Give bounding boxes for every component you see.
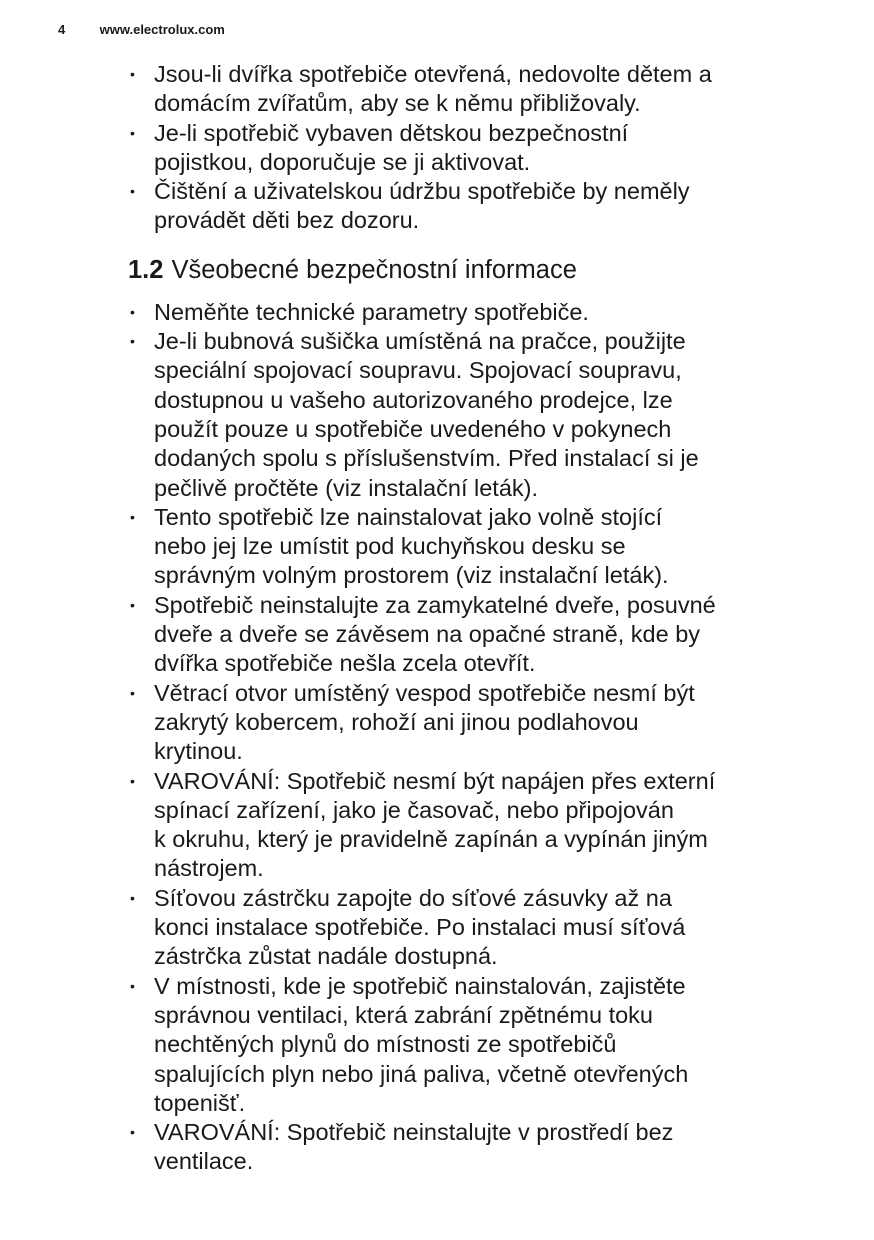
bullet-line: krytinou. xyxy=(154,738,243,765)
bullet-item xyxy=(128,503,818,591)
bullet-line: • Je-li spotřebič vybaven dětskou bezpečnostní xyxy=(154,119,629,146)
page-number: 4 xyxy=(58,22,66,37)
bullet-line: dostupnou u vašeho autorizovaného prodejce, lze xyxy=(154,386,673,413)
bullet-line: použít pouze u spotřebiče uvedeného v pokynech xyxy=(154,415,672,442)
bullet-line: zakrytý kobercem, rohoží ani jinou podlahovou xyxy=(154,708,639,735)
bullet-line: dvířka spotřebiče nešla zcela otevřít. xyxy=(154,650,536,677)
bullet-item xyxy=(128,60,818,119)
bullet-item xyxy=(128,119,818,178)
bullet-item xyxy=(128,327,818,503)
bullet-line: k okruhu, který je pravidelně zapínán a vypínán jiným xyxy=(154,826,708,853)
bullet-line: • V místnosti, kde je spotřebič nainstalován, zajistěte xyxy=(154,972,686,999)
bullet-line: • VAROVÁNÍ: Spotřebič nesmí být napájen přes externí xyxy=(154,767,716,794)
website-link[interactable]: www.electrolux.com xyxy=(99,22,225,37)
section-heading: Všeobecné bezpečnostní informace xyxy=(171,255,577,284)
bullet-line: • Neměňte technické parametry spotřebiče. xyxy=(154,298,589,325)
bullet-line: spalujících plyn nebo jiná paliva, včetně otevřených xyxy=(154,1060,689,1087)
bullet-line: pojistkou, doporučuje se ji aktivovat. xyxy=(154,148,531,175)
bullet-line: zástrčka zůstat nadále dostupná. xyxy=(154,943,498,970)
bullet-line: domácím zvířatům, aby se k němu přibližovaly. xyxy=(154,90,641,117)
bullet-line: dodaných spolu s příslušenstvím. Před instalací si je xyxy=(154,445,699,472)
intro-bullet-list xyxy=(128,60,818,236)
bullet-item xyxy=(128,298,818,327)
section-number: 1.2 xyxy=(128,255,164,284)
bullet-line: spínací zařízení, jako je časovač, nebo připojován xyxy=(154,796,674,823)
bullet-line: nástrojem. xyxy=(154,855,264,882)
page-content xyxy=(128,60,818,1177)
bullet-item xyxy=(128,1118,818,1177)
bullet-item xyxy=(128,591,818,679)
bullet-line: konci instalace spotřebiče. Po instalaci musí síťová xyxy=(154,914,686,941)
bullet-line: pečlivě pročtěte (viz instalační leták). xyxy=(154,474,538,501)
bullet-line: • Je-li bubnová sušička umístěná na pračce, použijte xyxy=(154,328,686,355)
bullet-line: • Čištění a uživatelskou údržbu spotřebiče by neměly xyxy=(154,178,690,205)
bullet-line: • VAROVÁNÍ: Spotřebič neinstalujte v prostředí bez xyxy=(154,1119,674,1146)
bullet-line: • Síťovou zástrčku zapojte do síťové zásuvky až na xyxy=(154,884,672,911)
bullet-line: • Tento spotřebič lze nainstalovat jako volně stojící xyxy=(154,503,663,530)
bullet-line: dveře a dveře se závěsem na opačné straně, kde by xyxy=(154,621,701,648)
bullet-line: správnou ventilaci, která zabrání zpětnému toku xyxy=(154,1001,653,1028)
bullet-line: speciální spojovací soupravu. Spojovací soupravu, xyxy=(154,357,682,384)
bullet-item xyxy=(128,767,818,884)
bullet-line: • Větrací otvor umístěný vespod spotřebiče nesmí být xyxy=(154,679,695,706)
bullet-line: správným volným prostorem (viz instalační leták). xyxy=(154,562,669,589)
bullet-item xyxy=(128,972,818,1118)
bullet-line: ventilace. xyxy=(154,1148,254,1175)
page-header xyxy=(58,22,225,37)
bullet-item xyxy=(128,177,818,236)
section-title xyxy=(128,254,818,286)
bullet-line: nechtěných plynů do místnosti ze spotřebičů xyxy=(154,1031,617,1058)
bullet-line: • Jsou-li dvířka spotřebiče otevřená, nedovolte dětem a xyxy=(154,61,712,87)
bullet-item xyxy=(128,679,818,767)
bullet-line: topenišť. xyxy=(154,1089,246,1116)
bullet-item xyxy=(128,884,818,972)
safety-bullet-list xyxy=(128,298,818,1177)
bullet-line: • Spotřebič neinstalujte za zamykatelné dveře, posuvné xyxy=(154,591,716,618)
bullet-line: nebo jej lze umístit pod kuchyňskou desku se xyxy=(154,533,626,560)
bullet-line: provádět děti bez dozoru. xyxy=(154,207,420,234)
